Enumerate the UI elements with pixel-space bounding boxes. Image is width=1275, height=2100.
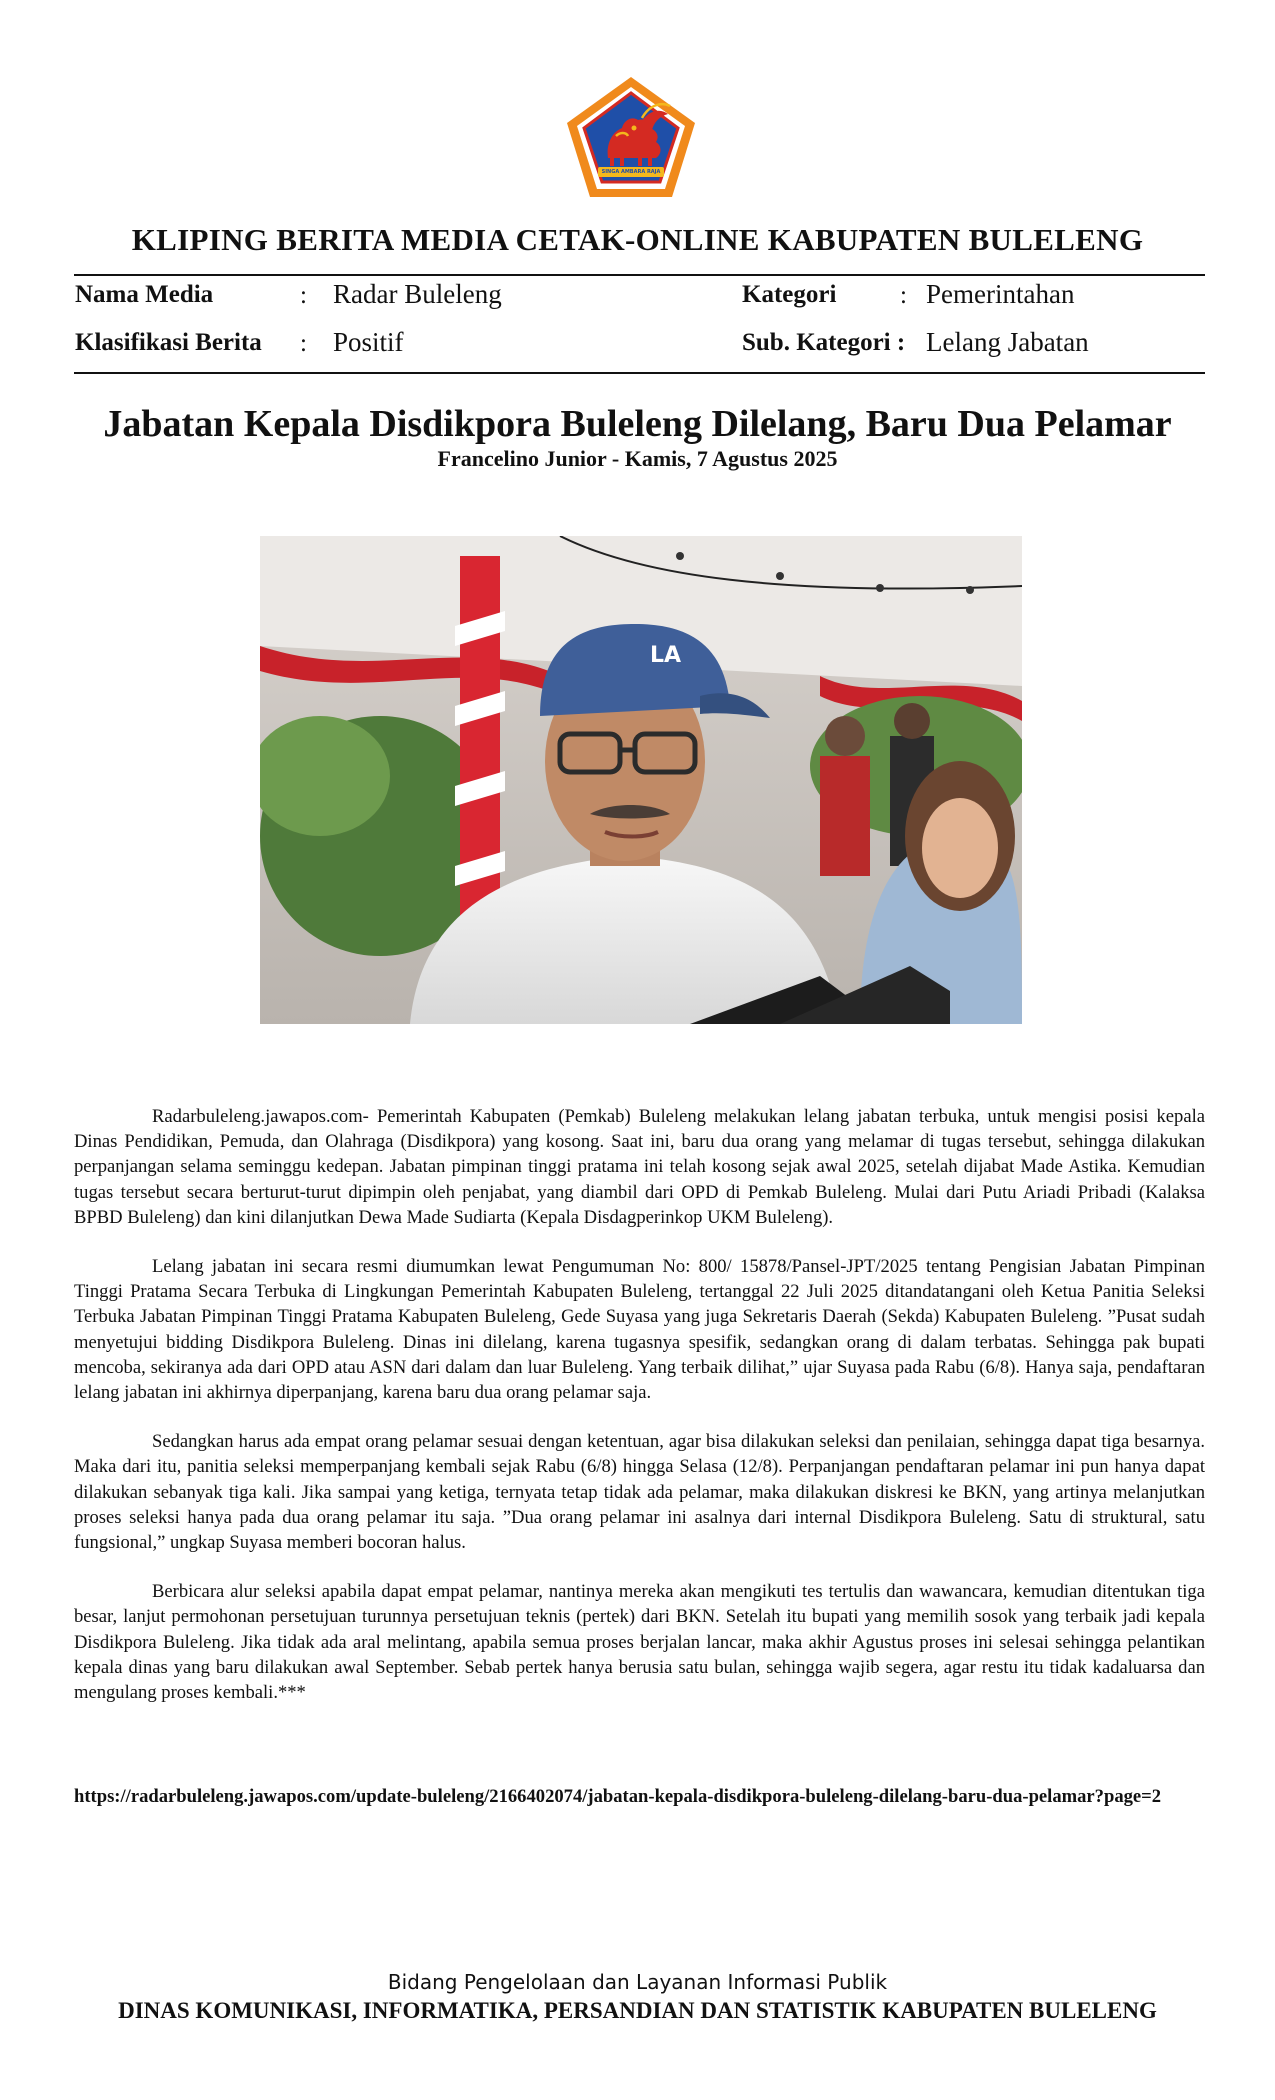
article-paragraph-3: Sedangkan harus ada empat orang pelamar sesuai dengan ketentuan, agar bisa dilakukan seleksi dan penilaian, sehingga dapat tiga besarnya. Maka dari itu, panitia seleksi memperpanjang kembali sejak Rabu (6/8) hingga Selasa (12/8). Perpanjangan pendaftaran pelamar ini pun hanya dapat dilakukan sebanyak tiga kali. Jika sampai yang ketiga, ternyata tetap tidak ada pelamar, maka dilakukan diskresi ke BKN, yang artinya melanjutkan proses seleksi hanya pada dua orang pelamar itu saja. ”Dua orang pelamar ini asalnya dari internal Disdikpora Buleleng. Satu di struktural, satu fungsional,” ungkap Suyasa memberi bocoran halus.: [74, 1431, 1205, 1554]
article-body: [74, 1104, 1205, 1729]
article-paragraph-4: Berbicara alur seleksi apabila dapat empat pelamar, nantinya mereka akan mengikuti tes tertulis dan wawancara, kemudian ditentukan tiga besar, lanjut permohonan persetujuan turunnya persetujuan teknis (pertek) dari BKN. Setelah itu bupati yang memilih sosok yang terbaik jadi kepala Disdikpora Buleleng. Jika tidak ada aral melintang, apabila semua proses berjalan lancar, maka akhir Agustus proses ini selesai sehingga pelantikan kepala dinas yang baru dilakukan awal September. Sebab pertek hanya berusia satu bulan, sehingga wajib segera, agar restu itu tidak kadaluarsa dan mengulang proses kembali.***: [74, 1581, 1205, 1704]
klasifikasi-colon: :: [300, 330, 307, 357]
subkategori-label: Sub. Kategori :: [742, 329, 906, 356]
singa-ambara-raja-emblem-icon: [564, 74, 698, 200]
kategori-colon: :: [900, 282, 907, 309]
media-value: Radar Buleleng: [333, 279, 502, 309]
footer-agency-name: DINAS KOMUNIKASI, INFORMATIKA, PERSANDIAN DAN STATISTIK KABUPATEN BULELENG: [118, 1998, 1157, 2023]
logo-motto: SINGA AMBARA RAJA: [601, 169, 661, 175]
news-photo-interview-illustration: [260, 536, 1022, 1024]
kategori-value: Pemerintahan: [926, 279, 1075, 309]
article-headline: Jabatan Kepala Disdikpora Buleleng Dilelang, Baru Dua Pelamar: [103, 403, 1172, 445]
regency-logo: [564, 74, 698, 200]
klasifikasi-value: Positif: [333, 327, 404, 357]
article-photo: [260, 536, 1022, 1024]
subkategori-value: Lelang Jabatan: [926, 327, 1089, 357]
top-divider: [74, 274, 1205, 276]
svg-text:LA: LA: [650, 643, 682, 668]
article-paragraph-1: Radarbuleleng.jawapos.com- Pemerintah Kabupaten (Pemkab) Buleleng melakukan lelang jabatan terbuka, untuk mengisi posisi kepala Dinas Pendidikan, Pemuda, dan Olahraga (Disdikpora) yang kosong. Saat ini, baru dua orang yang melamar di tugas tersebut, sehingga dilakukan perpanjangan selama seminggu kedepan. Jabatan pimpinan tinggi pratama ini telah kosong sejak awal 2025, setelah dijabat Made Astika. Kemudian tugas tersebut secara berturut-turut dipimpin oleh penjabat, yang diambil dari OPD di Pemkab Buleleng. Mulai dari Putu Ariadi Pribadi (Kalaksa BPBD Buleleng) dan kini dilanjutkan Dewa Made Sudiarta (Kepala Disdagperinkop UKM Buleleng).: [74, 1106, 1205, 1228]
source-link[interactable]: https://radarbuleleng.jawapos.com/update-buleleng/2166402074/jabatan-kepala-disdikpora-buleleng-dilelang-baru-dua-pelamar?page=2: [74, 1786, 1162, 1807]
kategori-label: Kategori: [742, 281, 837, 308]
media-label: Nama Media: [75, 281, 214, 308]
article-paragraph-2: Lelang jabatan ini secara resmi diumumkan lewat Pengumuman No: 800/ 15878/Pansel-JPT/2025 tentang Pengisian Jabatan Pimpinan Tinggi Pratama Secara Terbuka di Lingkungan Pemerintah Kabupaten Buleleng, tertanggal 22 Juli 2025 ditandatangani oleh Ketua Panitia Seleksi Terbuka Jabatan Pimpinan Tinggi Pratama Kabupaten Buleleng, Gede Suyasa yang juga Sekretaris Daerah (Sekda) Kabupaten Buleleng. ”Pusat sudah menyetujui bidding Disdikpora Buleleng. Dinas ini dilelang, karena tugasnya spesifik, sedangkan orang di dalam terbatas. Sehingga pak bupati mencoba, sekiranya ada dari OPD atau ASN dari dalam dan luar Buleleng. Yang terbaik dilihat,” ujar Suyasa pada Rabu (6/8). Hanya saja, pendaftaran lelang jabatan ini akhirnya diperpanjang, karena baru dua orang pelamar saja.: [74, 1256, 1205, 1404]
kliping-title: KLIPING BERITA MEDIA CETAK-ONLINE KABUPATEN BULELENG: [131, 222, 1144, 257]
klasifikasi-label: Klasifikasi Berita: [75, 329, 262, 356]
bottom-divider: [74, 372, 1205, 374]
footer-unit-name: Bidang Pengelolaan dan Layanan Informasi Publik: [387, 1970, 888, 1994]
media-colon: :: [300, 282, 307, 309]
article-byline: Francelino Junior - Kamis, 7 Agustus 2025: [437, 446, 838, 471]
